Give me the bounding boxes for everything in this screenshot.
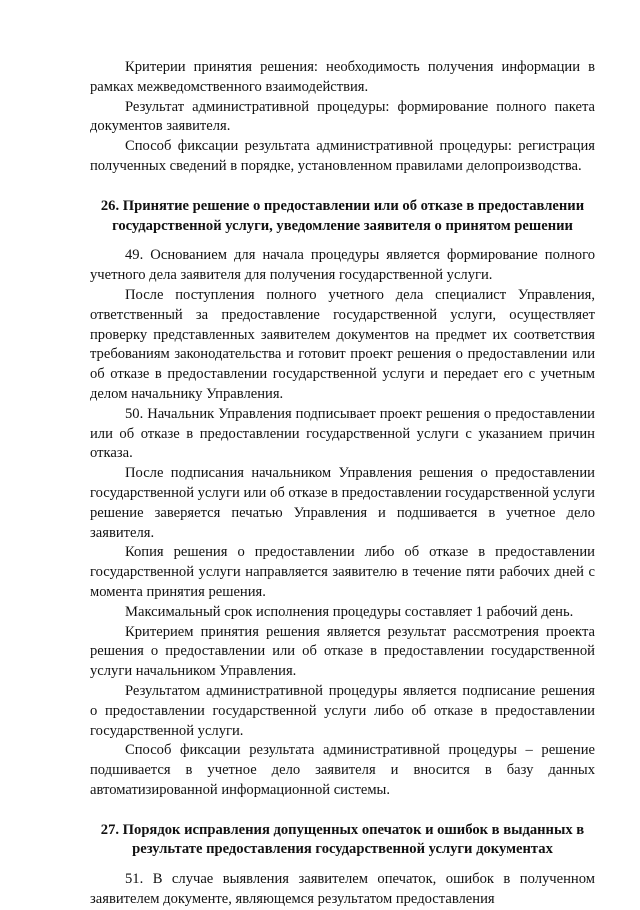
document-page <box>90 58 595 910</box>
paragraph-criterion: Критерием принятия решения является результат рассмотрения проекта решения о предоставлении или об отказе в предоставлении государственной услуги начальником Управления. <box>90 623 595 680</box>
paragraph-signing: После подписания начальником Управления решения о предоставлении государственной услуги или об отказе в предоставлении государственной услуги решение заверяется печатью Управления и подшивается в учетное дело заявителя. <box>90 465 595 541</box>
paragraph-verification: После поступления полного учетного дела специалист Управления, ответственный за предоставление государственной услуги, осуществляет проверку представленных заявителем документов на предмет их соответствия требованиям законодательства и готовит проект решения о предоставлении или об отказе в предоставлении государственной услуги и передает его с учетным делом начальнику Управления. <box>90 286 595 402</box>
section-27-heading: 27. Порядок исправления допущенных опечаток и ошибок в выданных в результате предоставления государственной услуги документах <box>100 821 585 858</box>
paragraph-copy-sent: Копия решения о предоставлении либо об отказе в предоставлении государственной услуги направляется заявителю в течение пяти рабочих дней с момента принятия решения. <box>90 544 595 600</box>
criteria-paragraph: Критерии принятия решения: необходимость получения информации в рамках межведомственного взаимодействия. <box>90 59 595 95</box>
paragraph-51: 51. В случае выявления заявителем опечаток, ошибок в полученном заявителем документе, являющемся результатом предоставления <box>90 871 595 908</box>
fixation-paragraph: Способ фиксации результата административной процедуры: регистрация полученных сведений в порядке, установленном правилами делопроизводства. <box>90 138 595 174</box>
paragraph-result: Результатом административной процедуры является подписание решения о предоставлении государственной услуги либо об отказе в предоставлении государственной услуги. <box>90 682 595 739</box>
paragraph-fixation: Способ фиксации результата административной процедуры – решение подшивается в учетное дело заявителя и вносится в базу данных автоматизированной информационной системы. <box>90 742 595 798</box>
paragraph-50: 50. Начальник Управления подписывает проект решения о предоставлении или об отказе в предоставлении государственной услуги с указанием причин отказа. <box>90 405 595 462</box>
section-26-heading: 26. Принятие решение о предоставлении или об отказе в предоставлении государственной услуги, уведомление заявителя о принятом решении <box>100 197 585 234</box>
paragraph-49: 49. Основанием для начала процедуры является формирование полного учетного дела заявителя для получения государственной услуги. <box>90 247 595 284</box>
result-paragraph: Результат административной процедуры: формирование полного пакета документов заявителя. <box>90 98 595 135</box>
paragraph-max-term: Максимальный срок исполнения процедуры составляет 1 рабочий день. <box>125 603 574 620</box>
